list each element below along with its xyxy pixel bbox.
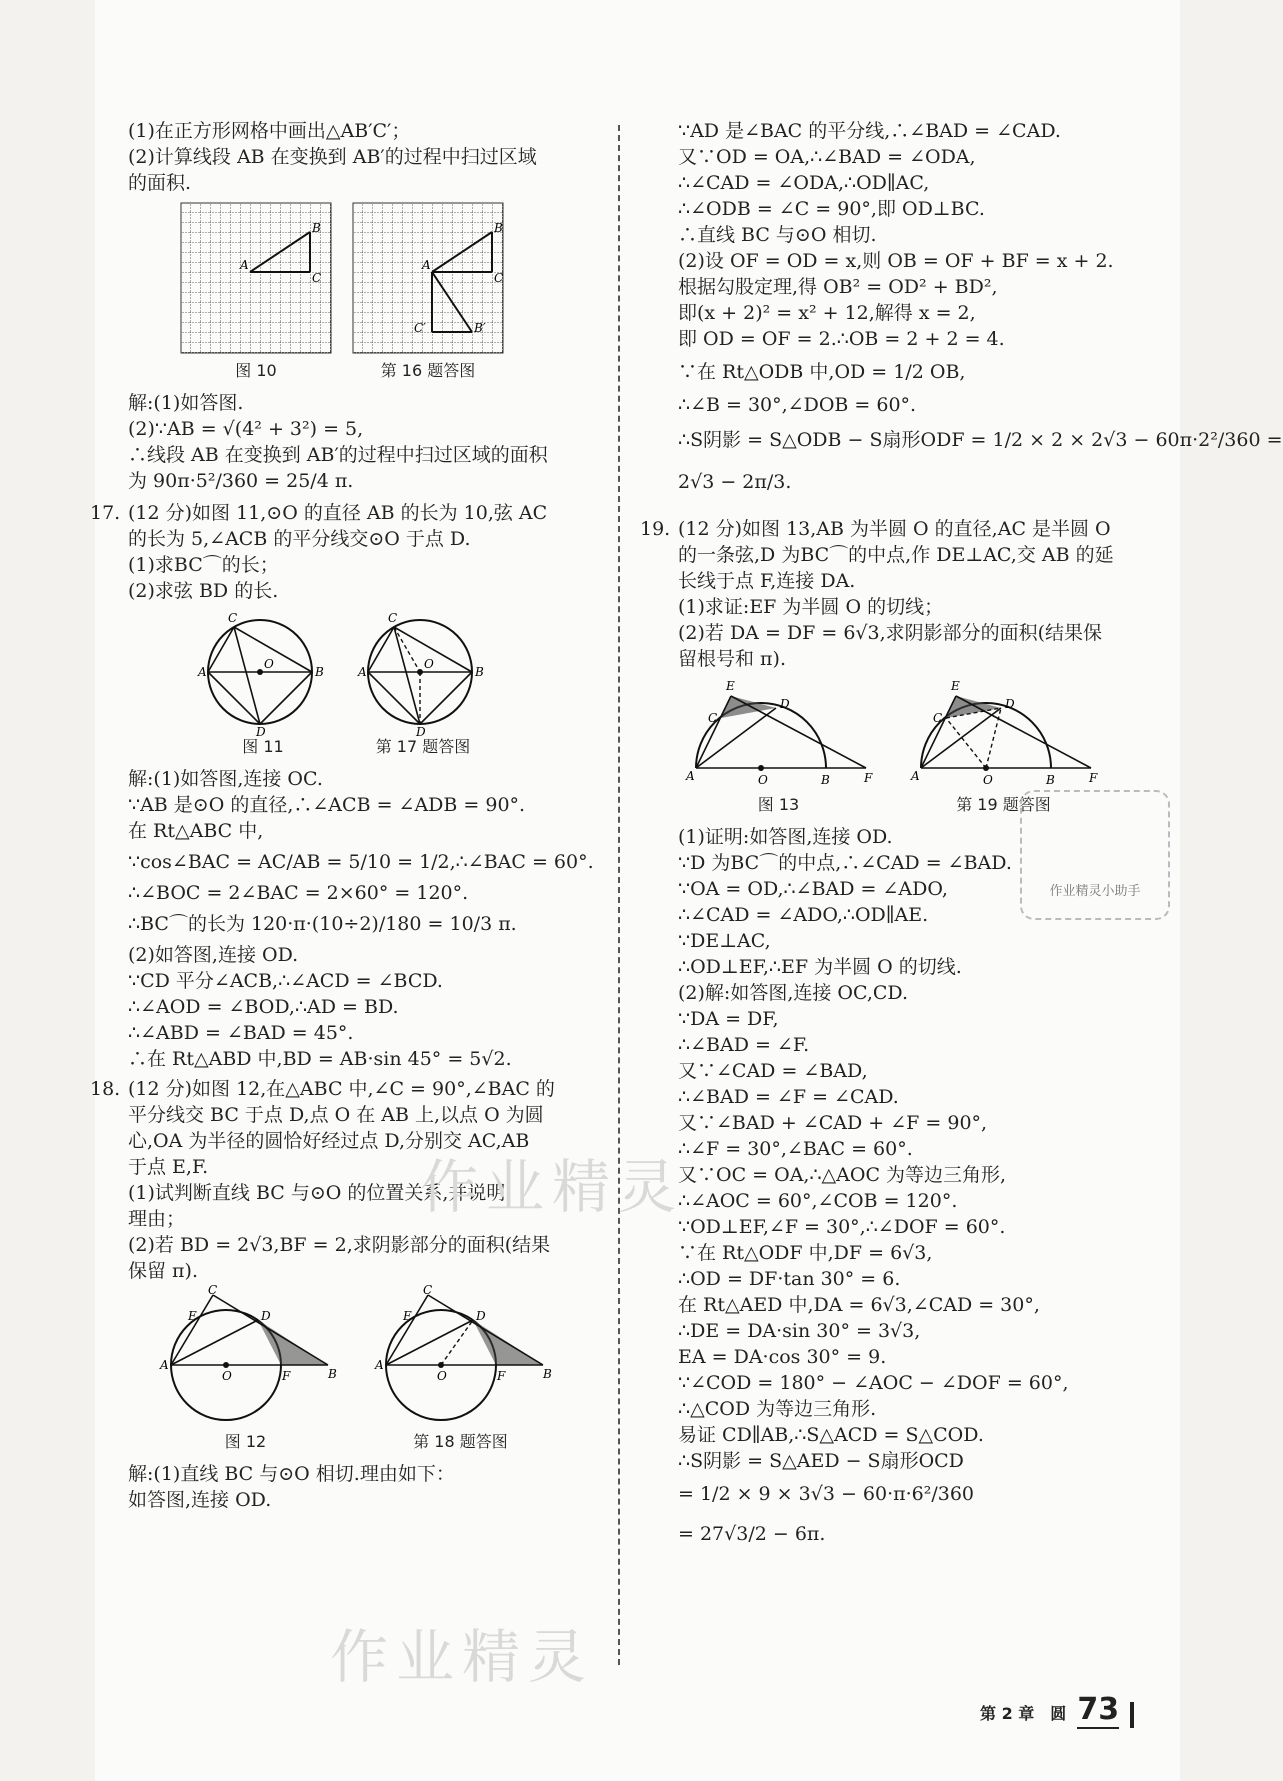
- svg-text:D: D: [256, 725, 266, 739]
- fig17-caption: 第 17 题答图: [375, 737, 471, 756]
- svg-text:B: B: [475, 665, 484, 679]
- semicircle-figure-13: [686, 678, 871, 788]
- r-line13: 2√3 − 2π/3.: [678, 471, 792, 493]
- svg-text:O: O: [758, 773, 768, 787]
- svg-text:C: C: [494, 271, 504, 285]
- s-line5: ∵DE⊥AC,: [678, 930, 771, 952]
- svg-text:D: D: [476, 1309, 486, 1323]
- sol17-line4: ∵cos∠BAC = AC/AB = 5/10 = 1/2,∴∠BAC = 60°.: [128, 851, 594, 873]
- q16-part1: (1)在正方形网格中画出△AB′C′；: [128, 120, 411, 142]
- s-line21: EA = DA·cos 30° = 9.: [678, 1346, 887, 1368]
- fig11-caption: 图 11: [242, 737, 284, 756]
- watermark-stamp: 作业精灵小助手: [1020, 790, 1170, 920]
- r-line6: (2)设 OF = OD = x,则 OB = OF + BF = x + 2.: [678, 250, 1114, 272]
- fig18-caption: 第 18 题答图: [413, 1432, 508, 1451]
- page-footer: [980, 1692, 1134, 1728]
- s-line7: (2)解:如答图,连接 OC,CD.: [678, 982, 909, 1004]
- q18-line7: (2)若 BD = 2√3,BF = 2,求阴影部分的面积(结果: [128, 1234, 551, 1256]
- circle-figure-17: [358, 610, 488, 739]
- svg-text:B′: B′: [474, 321, 486, 335]
- svg-text:E: E: [188, 1309, 197, 1323]
- circle-figure-18: [373, 1283, 552, 1425]
- q17-line4: (2)求弦 BD 的长.: [128, 580, 279, 602]
- s-line11: ∴∠BAD = ∠F = ∠CAD.: [678, 1086, 899, 1108]
- fig19-caption: 第 19 题答图: [956, 795, 1051, 814]
- figure-18-answer: [373, 1283, 552, 1455]
- q19-line6: 留根号和 π).: [678, 648, 786, 670]
- footer-bar: [1130, 1702, 1134, 1728]
- r-line11: ∴∠B = 30°,∠DOB = 60°.: [678, 394, 917, 416]
- r-line4: ∴∠ODB = ∠C = 90°,即 OD⊥BC.: [678, 198, 985, 220]
- sol18-line1: 解:(1)直线 BC 与⊙O 相切.理由如下：: [128, 1463, 455, 1485]
- svg-text:F: F: [497, 1369, 506, 1383]
- s-line8: ∵DA = DF,: [678, 1008, 779, 1030]
- s-line13: ∴∠F = 30°,∠BAC = 60°.: [678, 1138, 913, 1160]
- svg-text:O: O: [222, 1369, 232, 1383]
- svg-text:O: O: [424, 657, 434, 671]
- q17-line2: 的长为 5,∠ACB 的平分线交⊙O 于点 D.: [128, 528, 471, 550]
- s-line18: ∴OD = DF·tan 30° = 6.: [678, 1268, 901, 1290]
- grid-figure-10: [180, 202, 332, 354]
- q19-line5: (2)若 DA = DF = 6√3,求阴影部分的面积(结果保: [678, 622, 1103, 644]
- s-line16: ∵OD⊥EF,∠F = 30°,∴∠DOF = 60°.: [678, 1216, 1006, 1238]
- r-line8: 即(x + 2)² = x² + 12,解得 x = 2,: [678, 302, 976, 324]
- s-line23: ∴△COD 为等边三角形.: [678, 1398, 877, 1420]
- svg-text:F: F: [282, 1369, 291, 1383]
- figure-13: [686, 678, 871, 818]
- s-line9: ∴∠BAD = ∠F.: [678, 1034, 810, 1056]
- svg-text:A: A: [160, 1358, 169, 1372]
- sol17-line9: ∴∠AOD = ∠BOD,∴AD = BD.: [128, 996, 399, 1018]
- s-line6: ∴OD⊥EF,∴EF 为半圆 O 的切线.: [678, 956, 962, 978]
- fig16-caption: 第 16 题答图: [380, 361, 476, 380]
- s-line3: ∵OA = OD,∴∠BAD = ∠ADO,: [678, 878, 948, 900]
- r-line3: ∴∠CAD = ∠ODA,∴OD∥AC,: [678, 172, 930, 194]
- svg-text:F: F: [864, 771, 873, 785]
- q19-line3: 长线于点 F,连接 DA.: [678, 570, 856, 592]
- s-line27: = 27√3/2 − 6π.: [678, 1523, 826, 1545]
- svg-text:C: C: [312, 271, 322, 285]
- s-line4: ∴∠CAD = ∠ADO,∴OD∥AE.: [678, 904, 929, 926]
- q16-part2a: (2)计算线段 AB 在变换到 AB′的过程中扫过区域: [128, 146, 537, 168]
- grid-figure-16: [352, 202, 504, 354]
- svg-text:E: E: [403, 1309, 412, 1323]
- sol17-line8: ∵CD 平分∠ACB,∴∠ACD = ∠BCD.: [128, 970, 443, 992]
- s-line19: 在 Rt△AED 中,DA = 6√3,∠CAD = 30°,: [678, 1294, 1040, 1316]
- sol17-line7: (2)如答图,连接 OD.: [128, 944, 299, 966]
- svg-text:E: E: [726, 679, 735, 693]
- q17-number: 17.: [90, 502, 121, 524]
- svg-text:B: B: [494, 221, 503, 235]
- sol17-line1: 解:(1)如答图,连接 OC.: [128, 768, 323, 790]
- q18-line4: 于点 E,F.: [128, 1156, 209, 1178]
- fig12-caption: 图 12: [224, 1432, 267, 1451]
- svg-text:B: B: [1046, 773, 1055, 787]
- figure-17-answer: [358, 610, 488, 760]
- circle-figure-12: [158, 1283, 337, 1425]
- r-line9: 即 OD = OF = 2.∴OB = 2 + 2 = 4.: [678, 328, 1005, 350]
- svg-text:B: B: [315, 665, 324, 679]
- svg-text:D: D: [261, 1309, 271, 1323]
- s-line15: ∴∠AOC = 60°,∠COB = 120°.: [678, 1190, 958, 1212]
- sol16-line3: ∴线段 AB 在变换到 AB′的过程中扫过区域的面积: [128, 444, 548, 466]
- q18-line1: (12 分)如图 12,在△ABC 中,∠C = 90°,∠BAC 的: [128, 1078, 555, 1100]
- svg-text:C: C: [228, 611, 238, 625]
- s-line24: 易证 CD∥AB,∴S△ACD = S△COD.: [678, 1424, 984, 1446]
- svg-text:C: C: [423, 1283, 433, 1297]
- sol16-line1: 解:(1)如答图.: [128, 392, 244, 414]
- q19-line2: 的一条弦,D 为BC⌒的中点,作 DE⊥AC,交 AB 的延: [678, 544, 1114, 566]
- svg-text:C: C: [933, 711, 943, 725]
- chapter-label: 第 2 章 圆: [980, 1704, 1067, 1723]
- left-column: [90, 118, 618, 1513]
- sol18-line2: 如答图,连接 OD.: [128, 1489, 272, 1511]
- fig10-caption: 图 10: [235, 361, 277, 380]
- svg-text:A: A: [198, 665, 207, 679]
- q18-number: 18.: [90, 1078, 121, 1100]
- svg-text:E: E: [951, 679, 960, 693]
- q19-line1: (12 分)如图 13,AB 为半圆 O 的直径,AC 是半圆 O: [678, 518, 1111, 540]
- sol16-line2: (2)∵AB = √(4² + 3²) = 5,: [128, 418, 364, 440]
- q18-line6: 理由；: [128, 1208, 186, 1230]
- q18-line3: 心,OA 为半径的圆恰好经过点 D,分别交 AC,AB: [128, 1130, 530, 1152]
- svg-text:C: C: [208, 1283, 218, 1297]
- svg-text:C: C: [388, 611, 398, 625]
- sol17-line2: ∵AB 是⊙O 的直径,∴∠ACB = ∠ADB = 90°.: [128, 794, 526, 816]
- semicircle-figure-19: [911, 678, 1096, 788]
- svg-text:A: A: [422, 258, 431, 272]
- s-line14: 又∵OC = OA,∴△AOC 为等边三角形,: [678, 1164, 1007, 1186]
- s-line12: 又∵∠BAD + ∠CAD + ∠F = 90°,: [678, 1112, 988, 1134]
- svg-text:B: B: [543, 1367, 552, 1381]
- page-number: 73: [1077, 1692, 1120, 1727]
- q19-number: 19.: [640, 518, 671, 540]
- circle-figure-11: [198, 610, 328, 739]
- s-line17: ∵在 Rt△ODF 中,DF = 6√3,: [678, 1242, 933, 1264]
- figure-10: [180, 202, 332, 384]
- svg-text:A: A: [911, 769, 920, 783]
- q18-line5: (1)试判断直线 BC 与⊙O 的位置关系,并说明: [128, 1182, 506, 1204]
- figure-16-answer: [352, 202, 504, 384]
- s-line22: ∵∠COD = 180° − ∠AOC − ∠DOF = 60°,: [678, 1372, 1069, 1394]
- r-line10: ∵在 Rt△ODB 中,OD = 1/2 OB,: [678, 361, 966, 383]
- s-line1: (1)证明:如答图,连接 OD.: [678, 826, 893, 848]
- s-line26: = 1/2 × 9 × 3√3 − 60·π·6²/360: [678, 1483, 975, 1505]
- watermark-2: 作业精灵: [330, 1623, 595, 1691]
- q17-line3: (1)求BC⌒的长；: [128, 554, 279, 576]
- q18-line8: 保留 π).: [128, 1260, 198, 1282]
- r-line2: 又∵OD = OA,∴∠BAD = ∠ODA,: [678, 146, 976, 168]
- q19-line4: (1)求证:EF 为半圆 O 的切线；: [678, 596, 944, 618]
- svg-text:D: D: [416, 725, 426, 739]
- sol17-line6: ∴BC⌒的长为 120·π·(10÷2)/180 = 10/3 π.: [128, 913, 517, 935]
- q18-line2: 平分线交 BC 于点 D,点 O 在 AB 上,以点 O 为圆: [128, 1104, 544, 1126]
- svg-text:O: O: [437, 1369, 447, 1383]
- svg-text:O: O: [983, 773, 993, 787]
- sol17-line3: 在 Rt△ABC 中,: [128, 820, 264, 842]
- r-line12: ∴S阴影 = S△ODB − S扇形ODF = 1/2 × 2 × 2√3 − 60π·2²/360 =: [678, 429, 1283, 451]
- q16-part2b: 的面积.: [128, 172, 192, 194]
- s-line25: ∴S阴影 = S△AED − S扇形OCD: [678, 1450, 964, 1472]
- svg-text:A: A: [358, 665, 367, 679]
- s-line2: ∵D 为BC⌒的中点,∴∠CAD = ∠BAD.: [678, 852, 1012, 874]
- figure-12: [158, 1283, 337, 1455]
- s-line10: 又∵∠CAD = ∠BAD,: [678, 1060, 868, 1082]
- figure-11: [198, 610, 328, 760]
- svg-text:D: D: [1005, 697, 1015, 711]
- svg-text:C′: C′: [414, 321, 426, 335]
- r-line5: ∴直线 BC 与⊙O 相切.: [678, 224, 877, 246]
- svg-text:B: B: [328, 1367, 337, 1381]
- svg-text:B: B: [312, 221, 321, 235]
- q17-line1: (12 分)如图 11,⊙O 的直径 AB 的长为 10,弦 AC: [128, 502, 548, 524]
- svg-text:A: A: [375, 1358, 384, 1372]
- fig13-caption: 图 13: [757, 795, 800, 814]
- s-line20: ∴DE = DA·sin 30° = 3√3,: [678, 1320, 921, 1342]
- sol17-line11: ∴在 Rt△ABD 中,BD = AB·sin 45° = 5√2.: [128, 1048, 512, 1070]
- column-divider: [618, 125, 620, 1665]
- svg-text:A: A: [686, 769, 695, 783]
- sol17-line10: ∴∠ABD = ∠BAD = 45°.: [128, 1022, 354, 1044]
- watermark-1: 作业精灵: [420, 1153, 685, 1221]
- sol17-line5: ∴∠BOC = 2∠BAC = 2×60° = 120°.: [128, 882, 469, 904]
- svg-text:C: C: [708, 711, 718, 725]
- r-line7: 根据勾股定理,得 OB² = OD² + BD²,: [678, 276, 998, 298]
- sol16-line4: 为 90π·5²/360 = 25/4 π.: [128, 470, 354, 492]
- svg-text:A: A: [240, 258, 249, 272]
- svg-text:F: F: [1089, 771, 1098, 785]
- r-line1: ∵AD 是∠BAC 的平分线,∴∠BAD = ∠CAD.: [678, 120, 1061, 142]
- svg-text:B: B: [821, 773, 830, 787]
- svg-text:O: O: [264, 657, 274, 671]
- svg-text:D: D: [780, 697, 790, 711]
